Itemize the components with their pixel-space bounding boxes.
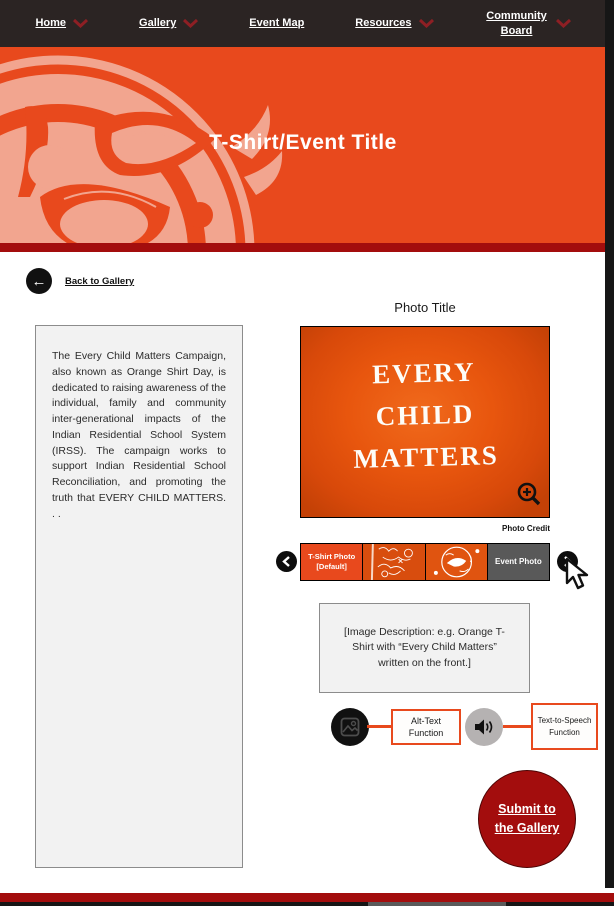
carousel-next-button[interactable] [557, 551, 578, 572]
chevron-down-icon [556, 19, 571, 28]
thumbnail-tshirt-default[interactable]: T-Shirt Photo [Default] [301, 544, 362, 580]
magnifier-zoom-in-icon[interactable] [516, 481, 542, 512]
thumbnail-event-photo[interactable]: Event Photo [488, 544, 549, 580]
text-to-speech-button[interactable] [465, 708, 503, 746]
photo-credit: Photo Credit [502, 524, 550, 533]
nav-item-home[interactable] [35, 16, 88, 31]
chevron-down-icon [419, 19, 434, 28]
connector-line [367, 725, 391, 728]
alt-text-function-label-box: Alt-Text Function [391, 709, 461, 745]
nav-item-label: Gallery [139, 17, 177, 30]
shirt-slogan-text: EVERY CHILD MATTERS [352, 356, 500, 474]
image-description-box [319, 603, 530, 693]
top-navbar [0, 0, 606, 47]
nav-item-event-map[interactable] [249, 16, 304, 31]
campaign-description-text: The Every Child Matters Campaign, also known as Orange Shirt Day, is dedicated to raising awareness of the individual, family and community inter-generational impacts of the Indian Residential School System (IRSS). The campaign works to support Indian Residential School Reconciliation, and promoting the truth that EVERY CHILD MATTERS. . . [52, 350, 226, 520]
submit-to-gallery-button[interactable] [478, 770, 576, 868]
chevron-right-icon [563, 556, 572, 567]
thumbnail-event-design-photo[interactable] [426, 544, 487, 580]
divider-strip [0, 243, 614, 252]
submit-button-label: Submit to the Gallery [494, 801, 560, 835]
footer-strip [0, 893, 614, 902]
campaign-description-panel [35, 325, 243, 868]
page-title: T-Shirt/Event Title [209, 131, 397, 154]
chevron-down-icon [73, 19, 88, 28]
nav-item-label: Home [35, 17, 67, 30]
page-header-banner [0, 47, 606, 243]
alt-text-button[interactable] [331, 708, 369, 746]
carousel-prev-button[interactable] [276, 551, 297, 572]
horizontal-scrollbar-thumb[interactable] [368, 902, 506, 906]
nav-item-label: Event Map [249, 17, 305, 30]
text-to-speech-function-label-box: Text-to-Speech Function [531, 703, 598, 750]
back-button[interactable] [26, 268, 52, 294]
nav-item-community-board[interactable] [485, 9, 571, 39]
chevron-down-icon [183, 19, 198, 28]
thumbnail-strip [300, 543, 550, 581]
nav-item-resources[interactable] [355, 16, 433, 31]
back-to-gallery-link[interactable]: Back to Gallery [65, 276, 135, 287]
chevron-left-icon [282, 556, 291, 567]
nav-item-label: Community Board [486, 9, 547, 37]
main-photo[interactable] [300, 326, 550, 518]
speaker-icon [473, 717, 495, 737]
thumbnail-tshirt-design-photo[interactable] [363, 544, 424, 580]
connector-line [503, 725, 531, 728]
image-icon [340, 717, 360, 737]
arrow-left-icon: ← [31, 272, 47, 290]
window-bottom-edge [0, 902, 614, 906]
window-right-edge [605, 0, 614, 888]
image-description-text: [Image Description: e.g. Orange T-Shirt with “Every Child Matters” written on the front.] [344, 626, 505, 669]
photo-title: Photo Title [394, 300, 456, 315]
nav-item-gallery[interactable] [139, 16, 198, 31]
nav-item-label: Resources [355, 17, 412, 30]
